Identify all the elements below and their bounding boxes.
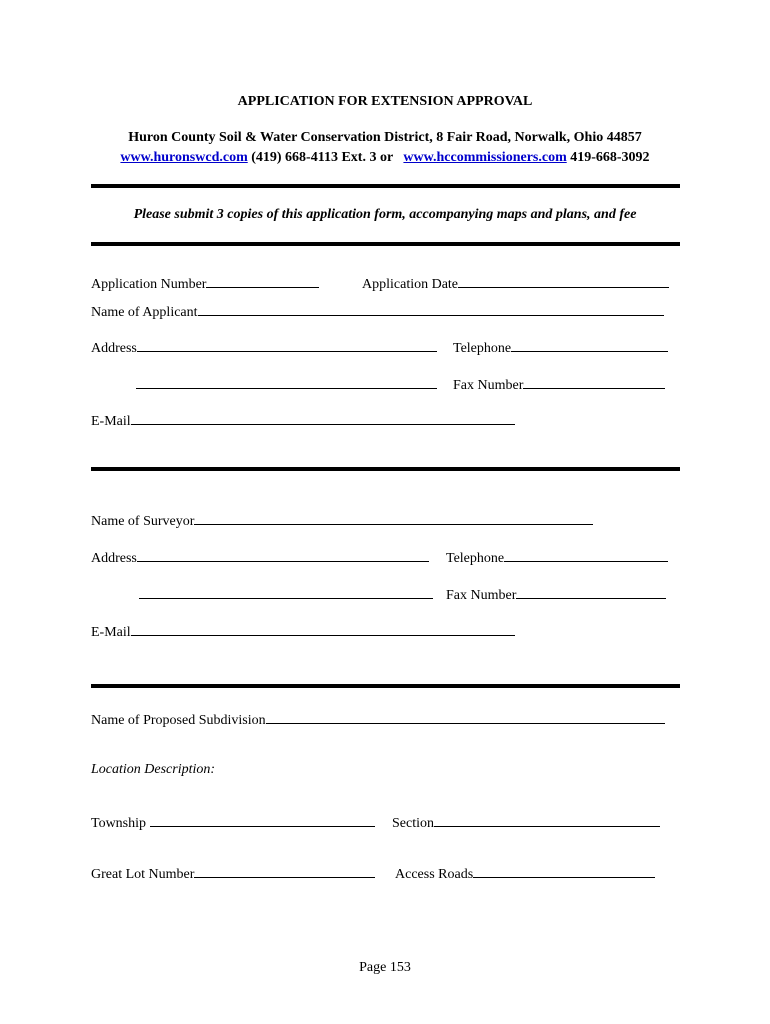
applicant-name-line[interactable] <box>198 301 664 316</box>
surveyor-name-line[interactable] <box>194 510 593 525</box>
application-date-label: Application Date <box>362 277 459 292</box>
section-field[interactable] <box>392 812 660 833</box>
divider-rule <box>91 184 680 188</box>
applicant-telephone-field[interactable] <box>453 337 668 358</box>
township-label: Township <box>91 816 147 831</box>
applicant-address-line-2[interactable] <box>136 374 437 395</box>
org-address: Huron County Soil & Water Conservation District, 8 Fair Road, Norwalk, Ohio 44857 <box>128 130 642 145</box>
access-roads-label: Access Roads <box>395 867 474 882</box>
surveyor-address-line-2[interactable] <box>139 584 433 605</box>
surveyor-fax-line[interactable] <box>516 584 666 599</box>
surveyor-fax-label: Fax Number <box>446 588 517 603</box>
applicant-fax-field[interactable] <box>453 374 665 395</box>
applicant-name-label: Name of Applicant <box>91 305 198 320</box>
surveyor-email-line[interactable] <box>131 621 515 636</box>
application-number-line[interactable] <box>206 273 319 288</box>
applicant-address-line[interactable] <box>137 337 437 352</box>
application-date-line[interactable] <box>458 273 669 288</box>
great-lot-field[interactable] <box>91 863 375 884</box>
section-label: Section <box>392 816 434 831</box>
applicant-telephone-line[interactable] <box>511 337 668 352</box>
surveyor-address-label: Address <box>91 551 137 566</box>
access-roads-field[interactable] <box>395 863 655 884</box>
contact-line <box>0 150 770 166</box>
phone-primary: (419) 668-4113 Ext. 3 or <box>251 150 393 165</box>
surveyor-email-label: E-Mail <box>91 625 131 640</box>
surveyor-address-field[interactable] <box>91 547 429 568</box>
applicant-email-field[interactable] <box>91 410 515 431</box>
subdivision-name-line[interactable] <box>266 709 665 724</box>
surveyor-name-field[interactable] <box>91 510 593 531</box>
surveyor-telephone-field[interactable] <box>446 547 668 568</box>
application-number-field[interactable] <box>91 273 319 294</box>
subdivision-name-field[interactable] <box>91 709 665 730</box>
township-line[interactable] <box>150 812 375 827</box>
surveyor-telephone-label: Telephone <box>446 551 505 566</box>
applicant-name-field[interactable] <box>91 301 664 322</box>
application-number-label: Application Number <box>91 277 207 292</box>
township-field[interactable] <box>91 812 375 833</box>
applicant-fax-label: Fax Number <box>453 378 524 393</box>
great-lot-line[interactable] <box>194 863 375 878</box>
website-link-hccommissioners[interactable]: www.hccommissioners.com <box>403 150 567 165</box>
surveyor-fax-field[interactable] <box>446 584 666 605</box>
website-link-huronswcd[interactable]: www.huronswcd.com <box>120 150 248 165</box>
applicant-address-field[interactable] <box>91 337 437 358</box>
divider-rule <box>91 467 680 471</box>
applicant-email-line[interactable] <box>131 410 515 425</box>
applicant-address-label: Address <box>91 341 137 356</box>
subdivision-name-label: Name of Proposed Subdivision <box>91 713 266 728</box>
submission-instructions: Please submit 3 copies of this application form, accompanying maps and plans, and fee <box>133 207 637 222</box>
surveyor-telephone-line[interactable] <box>504 547 668 562</box>
access-roads-line[interactable] <box>473 863 655 878</box>
applicant-telephone-label: Telephone <box>453 341 512 356</box>
location-description-label: Location Description: <box>91 762 216 777</box>
phone-secondary: 419-668-3092 <box>570 150 650 165</box>
page-number: Page 153 <box>359 960 411 975</box>
form-title: APPLICATION FOR EXTENSION APPROVAL <box>237 94 533 109</box>
divider-rule <box>91 242 680 246</box>
divider-rule <box>91 684 680 688</box>
applicant-fax-line[interactable] <box>523 374 665 389</box>
surveyor-email-field[interactable] <box>91 621 515 642</box>
surveyor-address-line[interactable] <box>137 547 429 562</box>
great-lot-label: Great Lot Number <box>91 867 195 882</box>
section-line[interactable] <box>434 812 660 827</box>
surveyor-name-label: Name of Surveyor <box>91 514 195 529</box>
applicant-email-label: E-Mail <box>91 414 131 429</box>
application-date-field[interactable] <box>362 273 669 294</box>
applicant-address-line-2-blank[interactable] <box>136 374 437 389</box>
surveyor-address-line-2-blank[interactable] <box>139 584 433 599</box>
